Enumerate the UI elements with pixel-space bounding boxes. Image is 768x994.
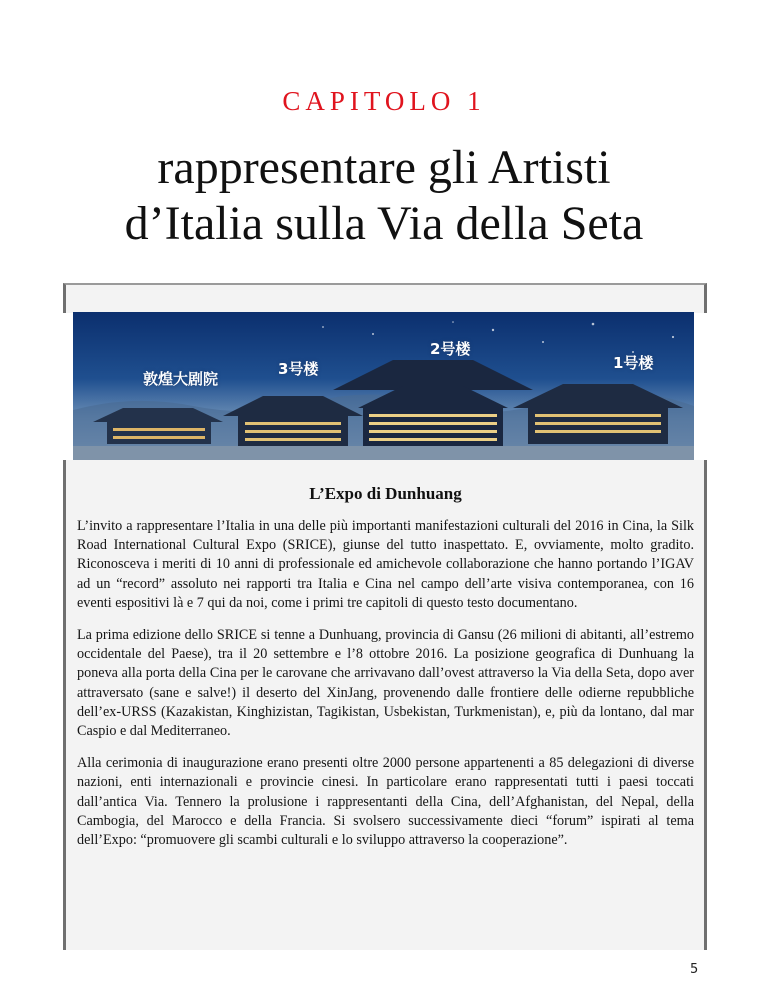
page-number: 5: [690, 962, 699, 977]
section-heading: L’Expo di Dunhuang: [309, 484, 462, 503]
chapter-label: CAPITOLO 1: [282, 86, 486, 116]
paragraph-3: Alla cerimonia di inaugurazione erano presenti oltre 2000 persone appartenenti a 85 delegazioni di diverse nazioni, enti internazionali e provincie cinesi. In particolare erano rappresentati tutti i paesi toccati dall’antica Via. Tennero la prolusione i rappresentanti della Cina, dell’Afghanistan, del Nepal, della Cambogia, del Marocco e della Francia. Si svolsero successivamente dieci “forum” ispirati al tema dell’Expo: “promuovere gli scambi culturali e lo sviluppo attraverso la cooperazione”.: [77, 755, 694, 849]
chapter-title: [0, 140, 768, 252]
image-frame-top: [63, 283, 707, 313]
expo-buildings-photo: [73, 312, 694, 460]
theatre-label: 敦煌大剧院: [143, 370, 219, 388]
building-1-label: 1号楼: [613, 354, 654, 372]
paragraph-2: La prima edizione dello SRICE si tenne a Dunhuang, provincia di Gansu (26 milioni di abitanti, all’estremo occidentale del Paese), tra il 20 settembre e l’8 ottobre 2016. La posizione geografica di Dunhuang la poneva alla porta della Cina per le carovane che arrivavano dall’ovest attraverso la Via della Seta, dopo aver attraversato (sane e salve!) il deserto del XinJang, provenendo dalle frontiere delle odierne repubbliche dell’ex-URSS (Kazakistan, Kinghizistan, Tagikistan, Usbekistan, Turkmenistan), e, più da lontano, dal mar Caspio e dal Mediterraneo.: [77, 627, 694, 740]
section-text-box: [63, 460, 707, 950]
building-3-label: 3号楼: [278, 360, 319, 378]
chapter-title-line-1: rappresentare gli Artisti: [157, 141, 611, 194]
paragraph-1: L’invito a rappresentare l’Italia in una delle più importanti manifestazioni culturali del 2016 in Cina, la Silk Road International Cultural Expo (SRICE), giunse del tutto inaspettato. E, ovviamente, molto gradito. Riconosceva i meriti di 10 anni di professionale ed amichevole collaborazione che hanno portando l’IGAV ad un “record” assoluto nei rapporti tra Italia e Cina nel campo dell’arte visiva contemporanea, con 16 eventi espositivi là e 7 qui da noi, come i primi tre capitoli di questo testo documentano.: [77, 518, 694, 611]
building-2-label: 2号楼: [430, 340, 471, 358]
chapter-title-line-2: d’Italia sulla Via della Seta: [124, 197, 644, 250]
